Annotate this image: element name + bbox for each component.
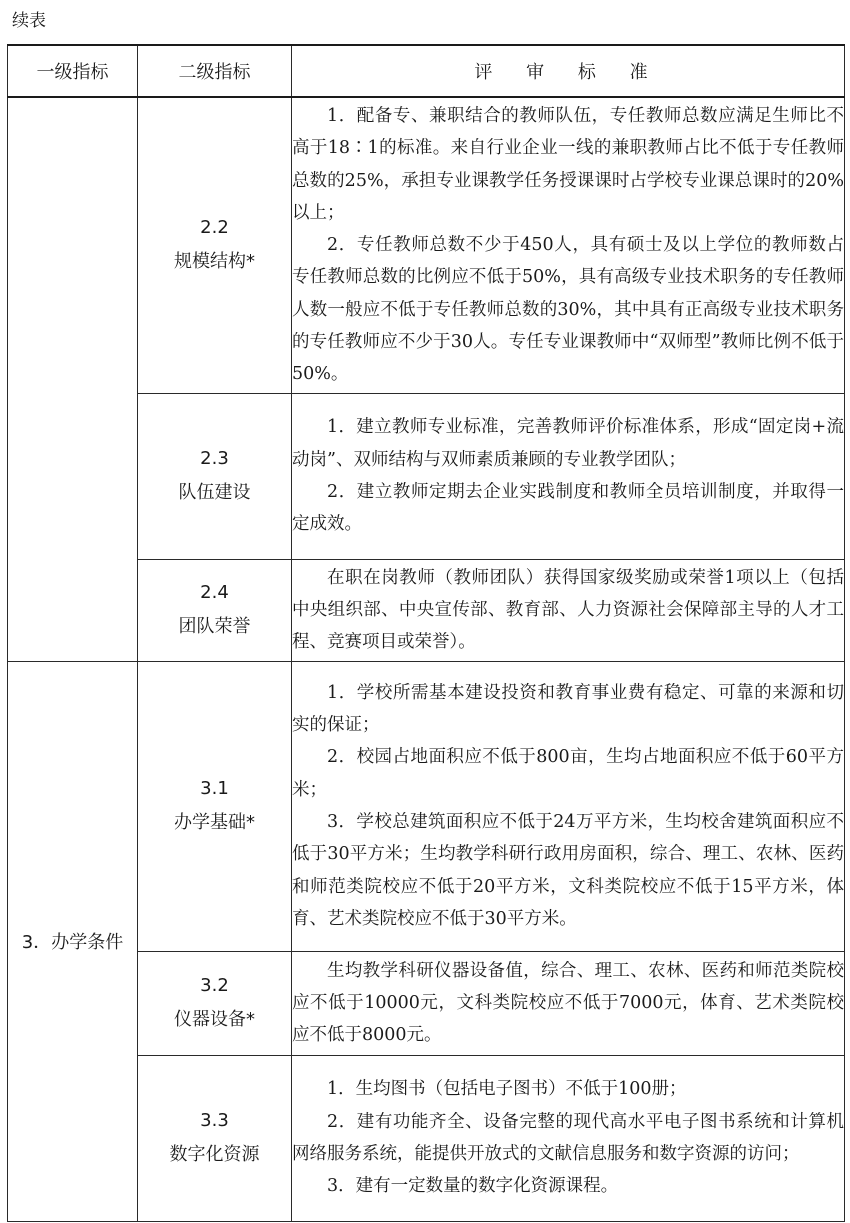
criteria-item: 1．建立教师专业标准，完善教师评价标准体系，形成“固定岗+流动岗”、双师结构与双师素质兼顾的专业教学团队； <box>292 417 844 470</box>
criteria-cell <box>292 393 845 559</box>
indicator-name: 队伍建设 <box>178 482 251 503</box>
criteria-item: 2．建有功能齐全、设备完整的现代高水平电子图书系统和计算机网络服务系统，能提供开放式的文献信息服务和数字资源的访问； <box>292 1111 844 1164</box>
indicator-code: 2.3 <box>200 448 229 469</box>
level2-cell <box>138 661 292 951</box>
criteria-item: 1．学校所需基本建设投资和教育事业费有稳定、可靠的来源和切实的保证； <box>292 682 844 736</box>
criteria-cell <box>292 1055 845 1221</box>
indicator-code: 2.4 <box>200 582 229 603</box>
indicator-code: 3.1 <box>200 778 229 799</box>
indicator-code: 3.2 <box>200 975 229 996</box>
criteria-cell <box>292 97 845 393</box>
indicator-name: 规模结构* <box>174 251 255 273</box>
indicator-code: 2.2 <box>200 217 229 239</box>
criteria-item: 3．学校总建筑面积应不低于24万平方米，生均校舍建筑面积应不低于30平方米；生均教学科研行政用房面积，综合、理工、农林、医药和师范类院校应不低于20平方米，文科类院校应不低于15平方米，体育、艺术类院校应不低于30平方米。 <box>292 812 844 929</box>
header-level1: 一级指标 <box>8 45 138 97</box>
criteria-item: 2．建立教师定期去企业实践制度和教师全员培训制度，并取得一定成效。 <box>292 482 844 535</box>
header-criteria: 评 审 标 准 <box>292 45 845 97</box>
criteria-cell <box>292 559 845 661</box>
level2-cell <box>138 97 292 393</box>
criteria-item: 1．配备专、兼职结合的教师队伍，专任教师总数应满足生师比不高于18∶1的标准。来自行业企业一线的兼职教师占比不低于专任教师总数的25%，承担专业课教学任务授课课时占学校专业课总课时的20%以上； <box>292 105 844 223</box>
level2-cell <box>138 1055 292 1221</box>
evaluation-table <box>7 44 845 1222</box>
criteria-item: 2．专任教师总数不少于450人，具有硕士及以上学位的教师数占专任教师总数的比例应不低于50%，具有高级专业技术职务的专任教师人数一般应不低于专任教师总数的30%，其中具有正高级专业技术职务的专任教师应不少于30人。专任专业课教师中“双师型”教师比例不低于50%。 <box>292 235 844 385</box>
criteria-cell <box>292 661 845 951</box>
criteria-cell <box>292 951 845 1055</box>
criteria-item: 1．生均图书（包括电子图书）不低于100册； <box>327 1079 687 1100</box>
criteria-item: 在职在岗教师（教师团队）获得国家级奖励或荣誉1项以上（包括中央组织部、中央宣传部、教育部、人力资源社会保障部主导的人才工程、竞赛项目或荣誉）。 <box>292 567 844 653</box>
level2-cell <box>138 393 292 559</box>
criteria-item: 2．校园占地面积应不低于800亩，生均占地面积应不低于60平方米； <box>292 747 844 800</box>
criteria-item: 3．建有一定数量的数字化资源课程。 <box>327 1176 619 1197</box>
indicator-name: 团队荣誉 <box>178 616 251 637</box>
indicator-code: 3.3 <box>200 1110 229 1131</box>
header-row <box>8 45 845 97</box>
header-level2: 二级指标 <box>138 45 292 97</box>
level1-cell <box>8 97 138 661</box>
level1-cell: 3．办学条件 <box>8 661 138 1221</box>
table-row <box>8 661 845 951</box>
indicator-name: 数字化资源 <box>169 1144 260 1165</box>
criteria-item: 生均教学科研仪器设备值，综合、理工、农林、医药和师范类院校应不低于10000元，文科类院校应不低于7000元，体育、艺术类院校应不低于8000元。 <box>292 960 844 1046</box>
level2-cell <box>138 951 292 1055</box>
level2-cell <box>138 559 292 661</box>
table-caption: 续表 <box>12 11 46 31</box>
table-row <box>8 97 845 393</box>
indicator-name: 办学基础* <box>174 812 255 833</box>
indicator-name: 仪器设备* <box>174 1009 255 1030</box>
